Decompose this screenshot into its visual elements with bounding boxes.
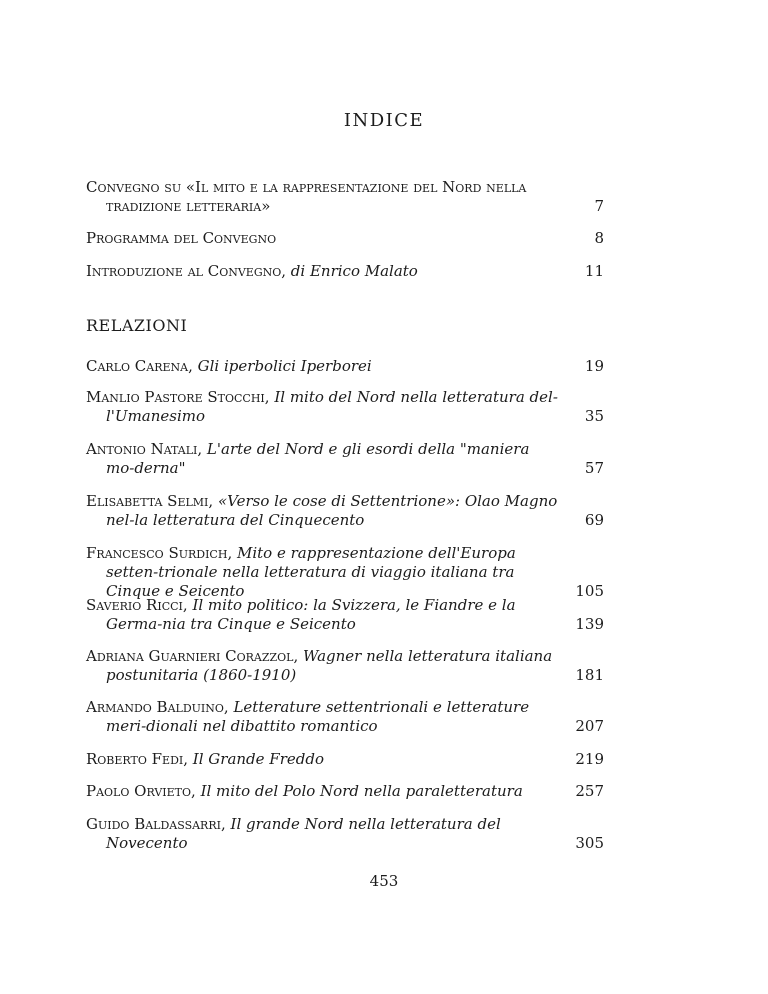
toc-entry-page: 207 — [575, 717, 604, 735]
toc-entry-author: Elisabetta Selmi — [86, 492, 209, 510]
toc-entry-text — [86, 544, 558, 601]
toc-entry-page: 11 — [584, 262, 604, 280]
toc-entry-title: Il mito del Polo Nord nella paraletteratura — [200, 782, 523, 800]
toc-entry-page: 57 — [584, 459, 604, 477]
toc-entry-separator: , — [197, 440, 207, 458]
toc-entry-title: «Verso le cose di Settentrione»: Olao Magno nel-la letteratura del Cinquecento — [106, 492, 558, 529]
toc-entry-author: Paolo Orvieto — [86, 782, 192, 800]
page-title: INDICE — [343, 110, 425, 131]
toc-entry — [86, 544, 604, 601]
page-number: 453 — [369, 872, 399, 890]
toc-entry-text — [86, 440, 558, 478]
toc-entry — [86, 229, 604, 248]
toc-entry-page: 69 — [584, 511, 604, 529]
toc-entry-page: 35 — [584, 407, 604, 425]
toc-entry-separator: , — [208, 492, 218, 510]
toc-entry — [86, 357, 604, 376]
toc-entry-text — [86, 698, 558, 736]
toc-entry-text — [86, 388, 558, 426]
toc-entry-text — [86, 262, 558, 281]
toc-entry-separator: , — [183, 750, 193, 768]
toc-entry-page: 19 — [584, 357, 604, 375]
toc-entry — [86, 782, 604, 801]
toc-entry-author: Francesco Surdich — [86, 544, 228, 562]
toc-entry-page: 139 — [575, 615, 604, 633]
toc-entry-text — [86, 178, 558, 216]
toc-entry-page: 8 — [594, 229, 604, 247]
toc-entry — [86, 492, 604, 530]
toc-entry-title: Il Grande Freddo — [192, 750, 324, 768]
toc-entry-author: Adriana Guarnieri Corazzol — [86, 647, 294, 665]
toc-entry-author: Roberto Fedi — [86, 750, 184, 768]
toc-entry-separator: , — [182, 596, 193, 614]
toc-entry-author: Saverio Ricci — [86, 596, 183, 614]
toc-entry-page: 305 — [575, 834, 604, 852]
toc-entry-separator: , — [220, 815, 231, 833]
toc-entry-page: 257 — [575, 782, 604, 800]
section-heading: RELAZIONI — [86, 316, 188, 335]
toc-entry-title: Letterature settentrionali e letterature meri-dionali nel dibattito romantico — [106, 698, 530, 735]
toc-entry-author: Carlo Carena — [86, 357, 189, 375]
toc-entry-author: Introduzione al Convegno, — [86, 262, 287, 280]
toc-entry-text — [86, 596, 558, 634]
toc-entry — [86, 262, 604, 281]
toc-entry-page: 105 — [575, 582, 604, 600]
toc-entry — [86, 750, 604, 769]
toc-entry-title: Il mito politico: la Svizzera, le Fiandre e la Germa-nia tra Cinque e Seicento — [106, 596, 516, 633]
toc-entry — [86, 698, 604, 736]
toc-entry-author: Convegno su «Il mito e la rappresentazione del Nord nella tradizione letteraria» — [86, 178, 527, 215]
toc-entry-separator: , — [188, 357, 198, 375]
toc-entry — [86, 596, 604, 634]
toc-entry-title: Mito e rappresentazione dell'Europa setten-trionale nella letteratura di viaggio italiana tra Cinque e Seicento — [106, 544, 516, 600]
toc-entry-author: Armando Balduino — [86, 698, 224, 716]
toc-entry — [86, 178, 604, 216]
toc-entry — [86, 815, 604, 853]
toc-entry-page: 7 — [594, 197, 604, 215]
toc-entry — [86, 647, 604, 685]
toc-entry-separator: , — [293, 647, 303, 665]
toc-entry-separator: , — [191, 782, 201, 800]
toc-entry — [86, 388, 604, 426]
toc-entry-title: Il grande Nord nella letteratura del Novecento — [106, 815, 501, 852]
toc-entry-author: Antonio Natali — [86, 440, 198, 458]
toc-entry-title: Il mito del Nord nella letteratura del-l'Umanesimo — [106, 388, 558, 425]
toc-entry-text — [86, 357, 558, 376]
toc-entry-text — [86, 229, 558, 248]
toc-entry-author: Programma del Convegno — [86, 229, 277, 247]
toc-entry-separator: , — [223, 698, 234, 716]
toc-entry-separator: , — [227, 544, 237, 562]
toc-entry-author: Guido Baldassarri — [86, 815, 221, 833]
toc-entry-page: 219 — [575, 750, 604, 768]
toc-entry-page: 181 — [575, 666, 604, 684]
toc-entry-text — [86, 750, 558, 769]
toc-entry-title: Gli iperbolici Iperborei — [197, 357, 372, 375]
toc-entry-separator: , — [264, 388, 275, 406]
toc-entry-text — [86, 815, 558, 853]
toc-entry-title: di Enrico Malato — [290, 262, 418, 280]
toc-entry-title: Wagner nella letteratura italiana postunitaria (1860-1910) — [106, 647, 553, 684]
toc-entry-text — [86, 647, 558, 685]
toc-entry-author: Manlio Pastore Stocchi — [86, 388, 265, 406]
toc-entry-text — [86, 492, 558, 530]
toc-entry-text — [86, 782, 558, 801]
toc-entry — [86, 440, 604, 478]
toc-entry-title: L'arte del Nord e gli esordi della "maniera mo-derna" — [106, 440, 530, 477]
